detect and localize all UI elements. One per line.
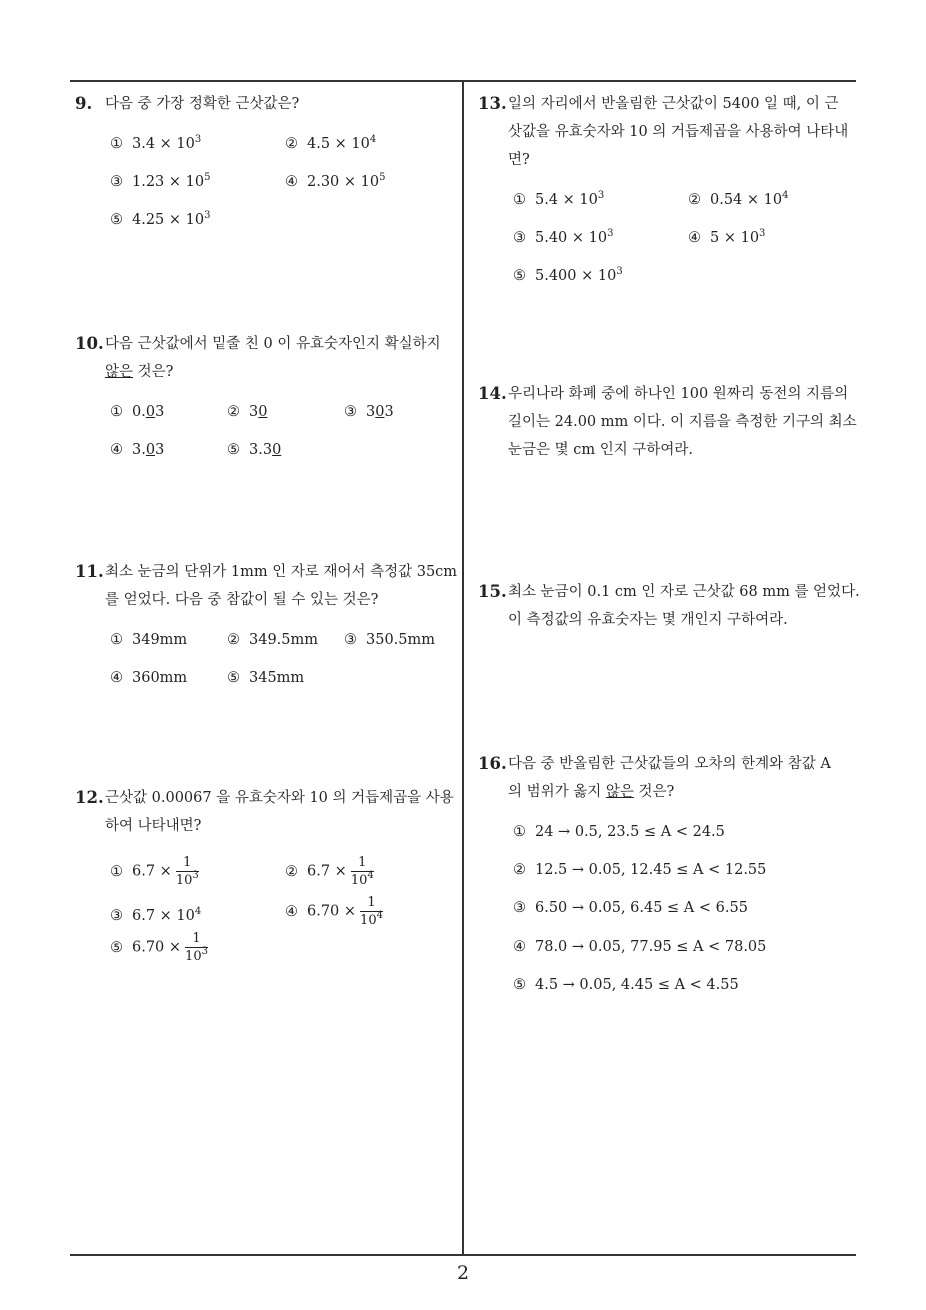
question-number: 16. <box>478 754 507 773</box>
option-4[interactable]: ④ 78.0 → 0.05, 77.95 ≤ A < 78.05 <box>513 939 767 955</box>
option-3[interactable]: ③ $1.23 \times 10^5$ <box>110 172 211 190</box>
question-12 <box>75 784 460 982</box>
question-stem: 일의 자리에서 반올림한 근삿값이 5400 일 때, 이 근 삿값을 유효숫자와 10 의 거듭제곱을 사용하여 나타내 면? <box>508 96 849 168</box>
option-4[interactable]: ④ 6.70 × $\frac{1}{10^4}$ <box>285 895 383 928</box>
question-stem: 근삿값 0.00067 을 유효숫자와 10 의 거듭제곱을 사용 하여 나타내면? <box>105 790 454 834</box>
option-1[interactable]: ① 24 → 0.5, 23.5 ≤ A < 24.5 <box>513 824 725 840</box>
question-stem: 다음 중 가장 정확한 근삿값은? <box>105 96 300 112</box>
option-4[interactable]: ④ 360mm <box>110 670 188 686</box>
question-16 <box>478 750 863 1018</box>
option-1[interactable]: ① $3.4 \times 10^3$ <box>110 134 202 152</box>
question-number: 10. <box>75 334 104 353</box>
question-13 <box>478 90 863 306</box>
fraction: $\frac{1}{10^4}$ <box>350 855 374 888</box>
question-stem: 다음 중 반올림한 근삿값들의 오차의 한계와 참값 A 의 범위가 옳지 않은 것은? <box>508 756 831 800</box>
option-5[interactable]: ⑤ 345mm <box>227 670 305 686</box>
option-5[interactable]: ⑤ 6.70 × $\frac{1}{10^3}$ <box>110 931 208 964</box>
options <box>110 852 460 982</box>
question-number: 12. <box>75 788 104 807</box>
fraction: $\frac{1}{10^3}$ <box>185 931 208 964</box>
question-stem: 다음 근삿값에서 밑줄 친 0 이 유효숫자인지 확실하지 않은 것은? <box>105 336 441 380</box>
option-1[interactable]: ① 6.7 × $\frac{1}{10^3}$ <box>110 855 199 888</box>
option-5[interactable]: ⑤ 3.30 <box>227 442 282 458</box>
option-4[interactable]: ④ 3.03 <box>110 442 165 458</box>
option-5[interactable]: ⑤ $5.400 \times 10^3$ <box>513 266 623 284</box>
option-1[interactable]: ① 0.03 <box>110 404 165 420</box>
option-4[interactable]: ④ $5 \times 10^3$ <box>688 228 766 246</box>
option-3[interactable]: ③ 303 <box>344 404 394 420</box>
options <box>110 398 460 478</box>
options <box>513 186 863 306</box>
options <box>513 818 863 1018</box>
options <box>110 130 460 250</box>
option-4[interactable]: ④ $2.30 \times 10^5$ <box>285 172 386 190</box>
option-2[interactable]: ② 12.5 → 0.05, 12.45 ≤ A < 12.55 <box>513 862 767 878</box>
question-14 <box>478 380 863 464</box>
question-15 <box>478 578 863 634</box>
option-5[interactable]: ⑤ 4.5 → 0.05, 4.45 ≤ A < 4.55 <box>513 977 739 993</box>
question-number: 14. <box>478 384 507 403</box>
question-number: 13. <box>478 94 507 113</box>
option-5[interactable]: ⑤ $4.25 \times 10^3$ <box>110 210 211 228</box>
question-11 <box>75 558 460 706</box>
option-1[interactable]: ① 349mm <box>110 632 188 648</box>
option-3[interactable]: ③ $6.7 \times 10^4$ <box>110 906 202 924</box>
column-divider <box>462 80 464 1256</box>
option-2[interactable]: ② $4.5 \times 10^4$ <box>285 134 377 152</box>
option-3[interactable]: ③ 6.50 → 0.05, 6.45 ≤ A < 6.55 <box>513 900 748 916</box>
question-9 <box>75 90 460 250</box>
fraction: $\frac{1}{10^4}$ <box>360 895 383 928</box>
option-2[interactable]: ② 30 <box>227 404 268 420</box>
question-stem: 우리나라 화폐 중에 하나인 100 원짜리 동전의 지름의 길이는 24.00 mm 이다. 이 지름을 측정한 기구의 최소 눈금은 몇 cm 인지 구하여라. <box>508 386 857 458</box>
option-3[interactable]: ③ 350.5mm <box>344 632 436 648</box>
question-number: 15. <box>478 582 507 601</box>
question-number: 9. <box>75 94 93 113</box>
options <box>110 626 460 706</box>
question-number: 11. <box>75 562 104 581</box>
option-2[interactable]: ② 6.7 × $\frac{1}{10^4}$ <box>285 855 374 888</box>
option-2[interactable]: ② $0.54 \times 10^4$ <box>688 190 789 208</box>
question-stem: 최소 눈금의 단위가 1mm 인 자로 재어서 측정값 35cm 를 얻었다. 다음 중 참값이 될 수 있는 것은? <box>105 564 458 608</box>
fraction: $\frac{1}{10^3}$ <box>175 855 199 888</box>
question-10 <box>75 330 460 478</box>
bottom-rule <box>70 1254 856 1256</box>
question-stem: 최소 눈금이 0.1 cm 인 자로 근삿값 68 mm 를 얻었다. 이 측정값의 유효숫자는 몇 개인지 구하여라. <box>508 584 860 628</box>
option-3[interactable]: ③ $5.40 \times 10^3$ <box>513 228 614 246</box>
option-2[interactable]: ② 349.5mm <box>227 632 319 648</box>
page-number: 2 <box>456 1262 470 1284</box>
option-1[interactable]: ① $5.4 \times 10^3$ <box>513 190 605 208</box>
